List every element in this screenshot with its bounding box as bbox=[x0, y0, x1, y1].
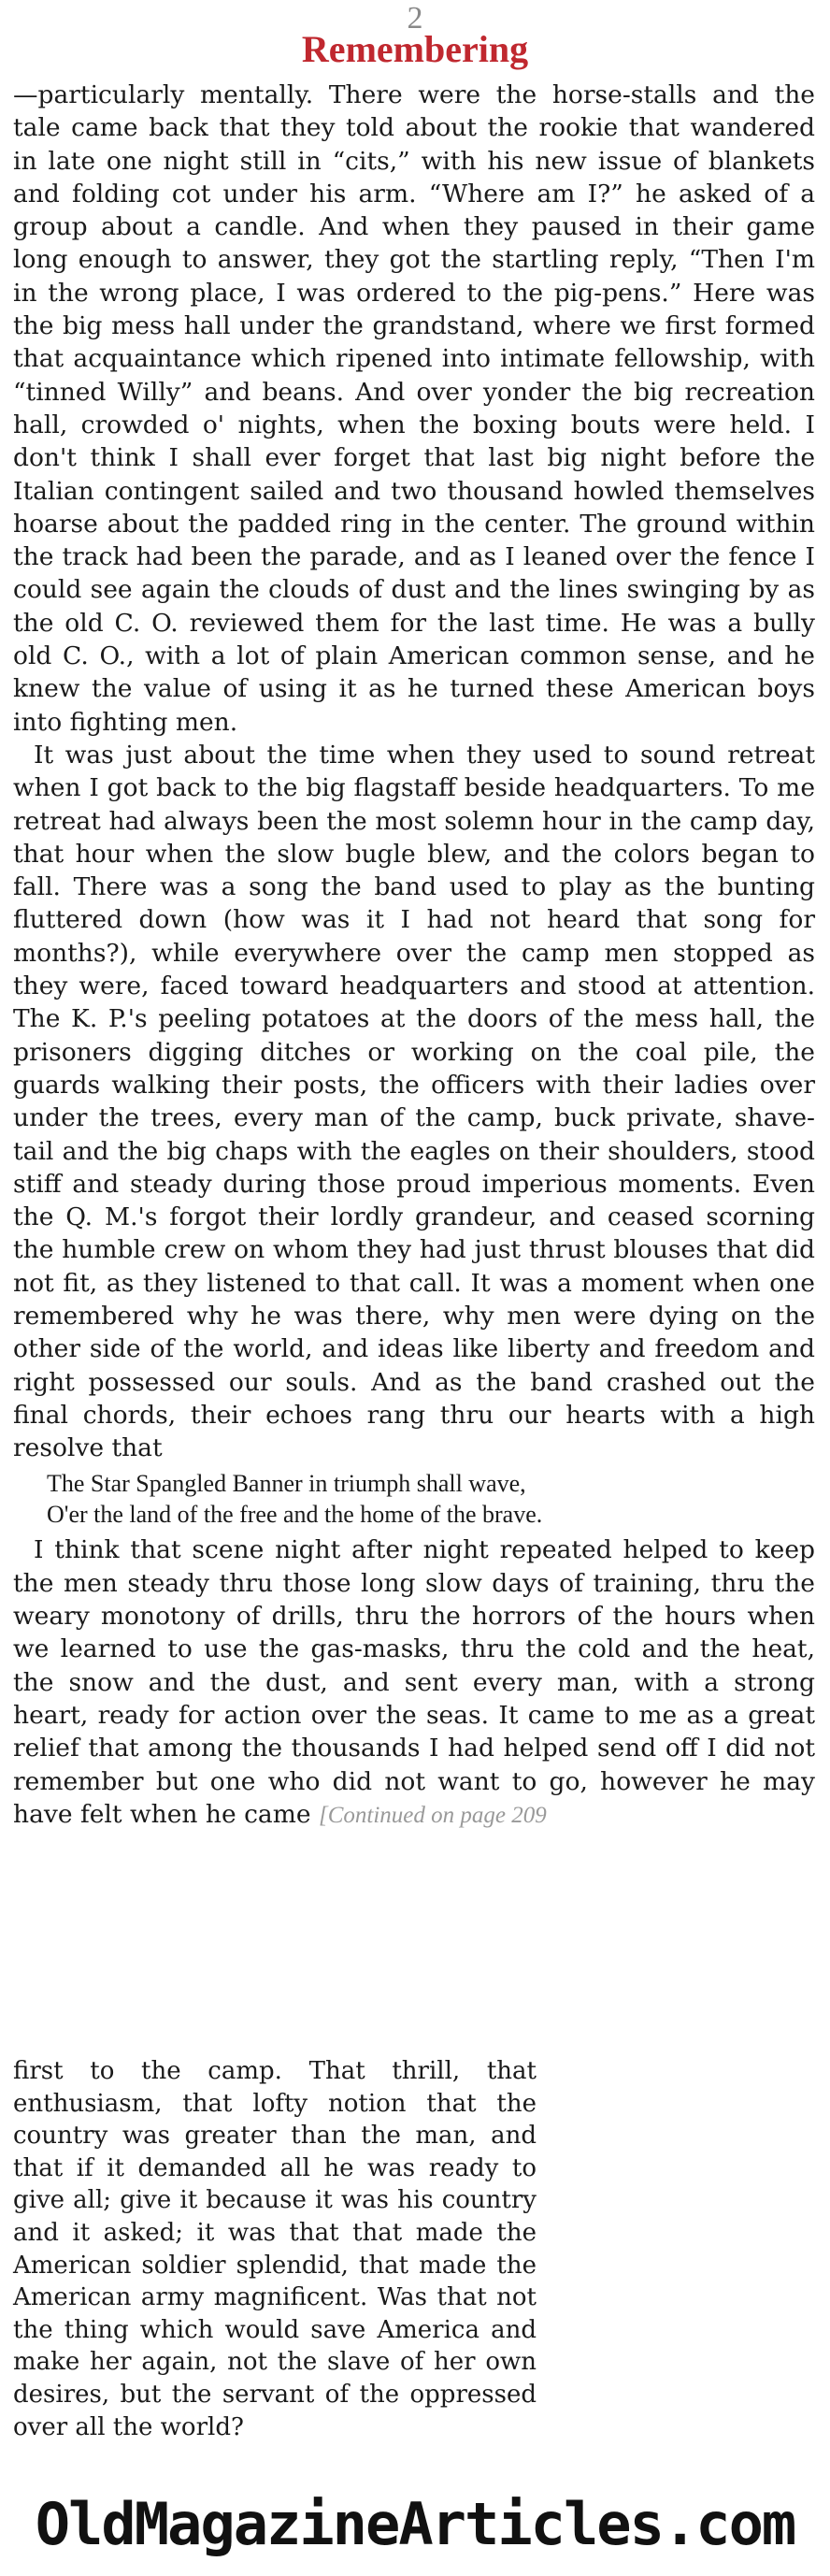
article-paragraph: —particularly mentally. There were the horse-stalls and the tale came back that they told about the rookie that wandered in late one night still in “cits,” with his new issue of blankets and folding cot under his arm. “Where am I?” he asked of a group about a candle. And when they paused in their game long enough to answer, they got the startling reply, “Then I'm in the wrong place, I was ordered to the pig-pens.” Here was the big mess hall under the grandstand, where we first formed that acquaintance which ripened into intimate fellowship, with “tinned Willy” and beans. And over yonder the big recreation hall, crowded o' nights, when the boxing bouts were held. I don't think I shall ever forget that last big night before the Italian contingent sailed and two thousand howled themselves hoarse about the padded ring in the center. The ground within the track had been the parade, and as I leaned over the fence I could see again the clouds of dust and the lines swinging by as the old C. O. reviewed them for the last time. He was a bully old C. O., with a lot of plain American common sense, and he knew the value of using it as he turned these American boys into fighting men. bbox=[13, 80, 815, 737]
article-paragraph-text: I think that scene night after night repeated helped to keep the men steady thru those long slow days of training, thru the weary monotony of drills, thru the horrors of the hours when we learned to use the gas-masks, thru the cold and the heat, the snow and the dust, and sent every man, with a strong heart, ready for action over the seas. It came to me as a great relief that among the thousands I had helped send off I did not remember but one who did not want to go, however he may have felt when he came bbox=[13, 1535, 815, 1829]
verse-line: The Star Spangled Banner in triumph shall wave, bbox=[47, 1470, 526, 1498]
article-column bbox=[13, 79, 815, 1832]
continuation-paragraph: first to the camp. That thrill, that enthusiasm, that lofty notion that the country was greater than the man, and that if it demanded all he was ready to give all; give it because it was his country and it asked; it was that that made the American soldier splendid, that made the American army magnificent. Was that not the thing which would save America and make her again, not the slave of her own desires, but the servant of the oppressed over all the world? bbox=[13, 2057, 537, 2441]
verse-line: O'er the land of the free and the home of the brave. bbox=[47, 1501, 543, 1529]
verse-quote bbox=[13, 1468, 815, 1530]
site-footer: OldMagazineArticles.com bbox=[35, 2490, 795, 2558]
article-paragraph bbox=[13, 1533, 815, 1832]
page-number: 2 bbox=[407, 1, 423, 36]
article-paragraph: It was just about the time when they used to sound retreat when I got back to the big flagstaff beside headquarters. To me retreat had always been the most solemn hour in the camp day, that hour when the slow bugle blew, and the colors began to fall. There was a song the band used to play as the bunting fluttered down (how was it I had not heard that song for months?), while everywhere over the camp men stopped as they were, faced toward headquarters and stood at attention. The K. P.'s peeling potatoes at the doors of the mess hall, the prisoners digging ditches or working on the coal pile, the guards walking their posts, the officers with their ladies over under the trees, every man of the camp, buck private, shave-tail and the big chaps with the eagles on their shoulders, stood stiff and steady during those proud imperious moments. Even the Q. M.'s forgot their lordly grandeur, and ceased scorning the humble crew on whom they had just thrust blouses that did not fit, as they listened to that call. It was a moment when one remembered why he was there, why men were dying on the other side of the world, and ideas like liberty and freedom and right possessed our souls. And as the band crashed out the final chords, their echoes rang thru our hearts with a high resolve that bbox=[13, 740, 815, 1463]
continuation-column bbox=[13, 2055, 537, 2443]
continued-note: [Continued on page 209 bbox=[318, 1802, 547, 1828]
running-head: Remembering bbox=[301, 28, 529, 70]
